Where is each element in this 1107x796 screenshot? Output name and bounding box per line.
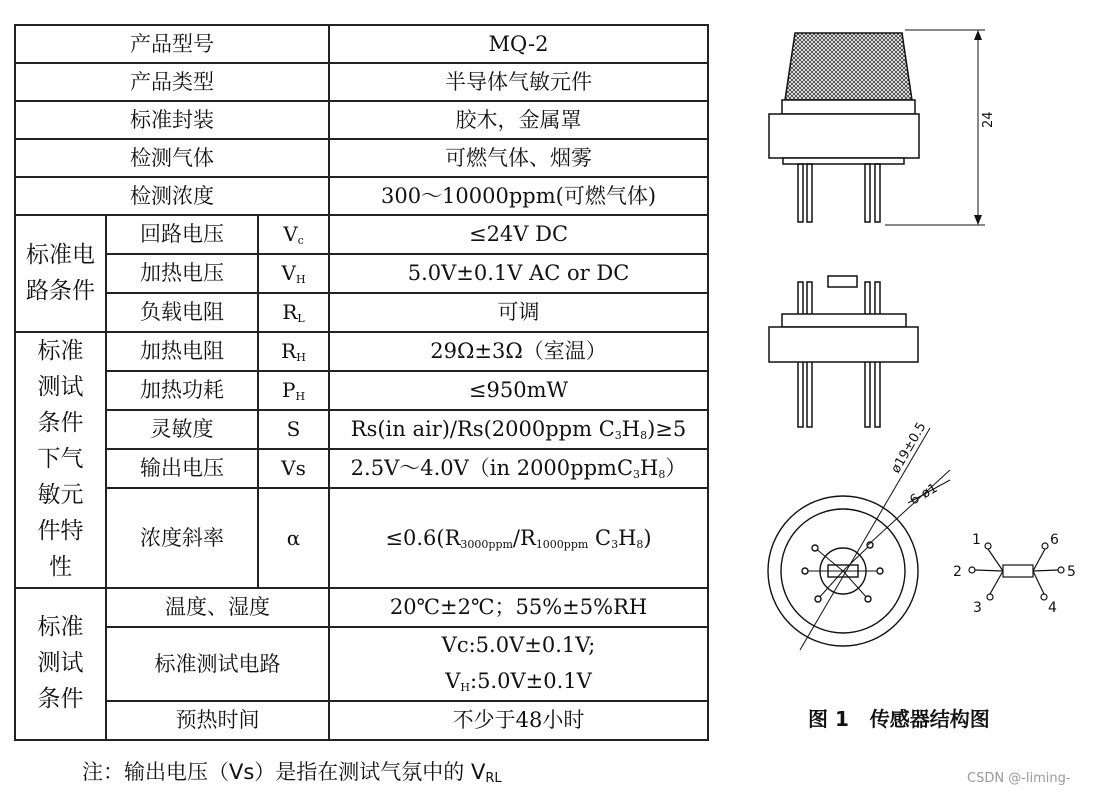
env-value: 不少于48小时 (329, 701, 708, 740)
sensor-front-view (769, 276, 918, 427)
param-name: 灵敏度 (106, 410, 258, 449)
row-value: 胶木，金属罩 (329, 101, 708, 139)
param-symbol: $R_L$ (258, 293, 329, 332)
param-symbol: α (258, 488, 329, 588)
dim-height-label: 24 (981, 111, 996, 128)
row-value: 300～10000ppm(可燃气体) (329, 177, 708, 215)
param-symbol: S (258, 410, 329, 449)
dim-diameter-label: ø19±0.5 (888, 419, 930, 476)
param-symbol: $V_c$ (258, 215, 329, 254)
param-value: 可调 (329, 293, 708, 332)
param-value: 2.5V～4.0V（in $2000ppmC_3H_8$） (329, 449, 708, 488)
param-symbol: $P_H$ (258, 371, 329, 410)
param-symbol: Vs (258, 449, 329, 488)
row-label: 产品类型 (15, 63, 329, 101)
pin-label: 6 (1050, 532, 1059, 548)
env-name: 标准测试电路 (106, 627, 329, 701)
param-value: ≤24V DC (329, 215, 708, 254)
pin-label: 3 (973, 600, 982, 616)
footnote: 注：输出电压（Vs）是指在测试气氛中的 $V_{RL}$ (82, 760, 502, 786)
circuit-group-label: 标准电路条件 (15, 215, 106, 332)
sensor-side-view (769, 30, 985, 225)
row-label: 产品型号 (15, 25, 329, 63)
pin-label: 4 (1048, 600, 1057, 616)
param-name: 输出电压 (106, 449, 258, 488)
sensor-structure-figure (740, 0, 1107, 700)
dim-pins-label: 6-ø1 (907, 480, 941, 509)
figure-caption: 图 1 传感器结构图 (808, 707, 990, 731)
param-name: 加热电压 (106, 254, 258, 293)
param-value: Rs(in air)/Rs(2000ppm $C_3H_8)\ge 5$ (329, 410, 708, 449)
env-value: 20℃±2℃；55%±5%RH (329, 588, 708, 627)
param-symbol: $V_H$ (258, 254, 329, 293)
pin-diagram (969, 543, 1064, 600)
env-name: 预热时间 (106, 701, 329, 740)
env-value: Vc:5.0V±0.1V; $V_H:5.0V\pm 0.1V$ (329, 627, 708, 701)
param-name: 负载电阻 (106, 293, 258, 332)
row-label: 标准封装 (15, 101, 329, 139)
sensor-bottom-view (768, 428, 950, 650)
watermark: CSDN @-liming- (967, 771, 1071, 786)
row-label: 检测气体 (15, 139, 329, 177)
spec-table (14, 24, 709, 741)
param-name: 浓度斜率 (106, 488, 258, 588)
param-name: 加热电阻 (106, 332, 258, 371)
param-value: $\le 0.6(R_{3000ppm}/R_{1000ppm}$ $C_3H_8$) (329, 488, 708, 588)
param-name: 回路电压 (106, 215, 258, 254)
row-value: 可燃气体、烟雾 (329, 139, 708, 177)
env-group-label: 标准测试条件 (15, 588, 106, 740)
param-name: 加热功耗 (106, 371, 258, 410)
row-value: MQ-2 (329, 25, 708, 63)
row-value: 半导体气敏元件 (329, 63, 708, 101)
row-label: 检测浓度 (15, 177, 329, 215)
param-value: 5.0V±0.1V AC or DC (329, 254, 708, 293)
param-symbol: $R_H$ (258, 332, 329, 371)
test-group-label: 标准测试条件下气敏元件特性 (15, 332, 106, 588)
pin-label: 5 (1067, 564, 1076, 580)
env-name: 温度、湿度 (106, 588, 329, 627)
pin-label: 1 (972, 532, 981, 548)
param-value: 29Ω±3Ω（室温） (329, 332, 708, 371)
param-value: ≤950mW (329, 371, 708, 410)
pin-label: 2 (953, 564, 962, 580)
